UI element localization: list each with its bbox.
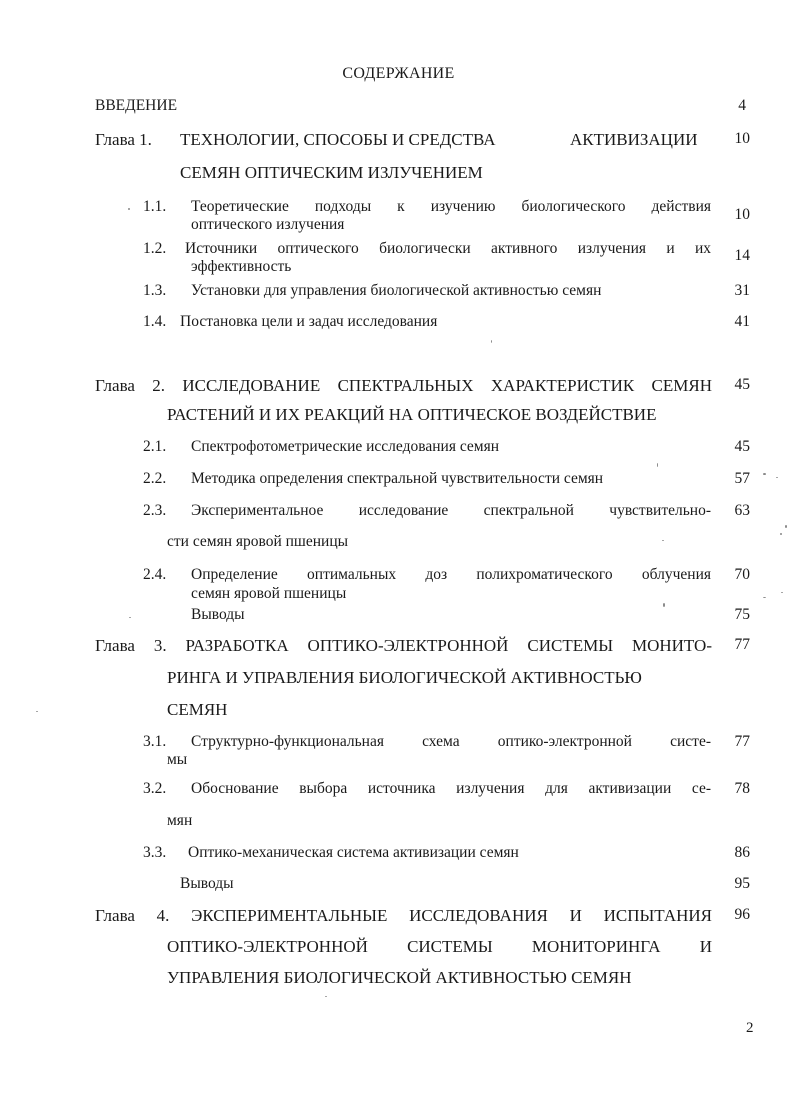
toc-ch1-title-line1: ТЕХНОЛОГИИ, СПОСОБЫ И СРЕДСТВА [180, 130, 496, 149]
scan-speck [781, 592, 783, 593]
toc-section-num: 1.1. [143, 198, 167, 215]
toc-section-page: 57 [734, 470, 750, 487]
toc-section-num: 2.1. [143, 438, 167, 455]
toc-section-title: Теоретические подходы к изучению биологического действия [191, 198, 711, 215]
toc-section-num: 1.3. [143, 282, 167, 299]
scan-speck [325, 996, 327, 997]
toc-conclusions-page: 75 [734, 606, 750, 623]
toc-ch4-page: 96 [734, 906, 750, 923]
toc-section-title-cont: оптического излучения [191, 216, 345, 233]
toc-section-num: 1.2. [143, 240, 167, 257]
scan-speck [763, 473, 766, 475]
toc-intro-page: 4 [738, 97, 746, 114]
toc-section-page: 63 [734, 502, 750, 519]
toc-section-title: Обоснование выбора источника излучения для активизации се- [191, 780, 711, 797]
toc-section-page: 70 [734, 566, 750, 583]
scan-speck [763, 597, 766, 598]
toc-section-page: 45 [734, 438, 750, 455]
toc-section-title: Определение оптимальных доз полихроматического облучения [191, 566, 711, 583]
toc-section-num: 1.4. [143, 313, 167, 330]
toc-section-title-cont: мян [167, 812, 193, 829]
toc-section-title: Источники оптического биологически активного излучения и их [185, 240, 711, 257]
toc-section-title: Методика определения спектральной чувствительности семян [191, 470, 604, 487]
toc-ch1-page: 10 [734, 130, 750, 147]
toc-ch3-title-line1: Глава 3. РАЗРАБОТКА ОПТИКО-ЭЛЕКТРОННОЙ СИСТЕМЫ МОНИТО- [95, 636, 712, 655]
toc-section-page: 86 [734, 844, 750, 861]
toc-ch1-prefix: Глава 1. [95, 130, 152, 149]
toc-section-page: 78 [734, 780, 750, 797]
toc-conclusions-page: 95 [734, 875, 750, 892]
toc-section-title: Спектрофотометрические исследования семян [191, 438, 500, 455]
toc-ch4-title-line2: ОПТИКО-ЭЛЕКТРОННОЙ СИСТЕМЫ МОНИТОРИНГА И [167, 937, 712, 956]
scan-speck [776, 477, 778, 478]
page-number: 2 [746, 1020, 754, 1036]
toc-section-title: Постановка цели и задач исследования [180, 313, 438, 330]
scan-speck [128, 208, 130, 210]
toc-conclusions-label: Выводы [191, 606, 245, 623]
scan-speck [662, 540, 664, 541]
toc-section-title-cont: мы [167, 751, 188, 768]
toc-section-title: Установки для управления биологической активностью семян [191, 282, 602, 299]
toc-section-title-cont: эффективность [191, 258, 292, 275]
toc-ch3-title-line2: РИНГА И УПРАВЛЕНИЯ БИОЛОГИЧЕСКОЙ АКТИВНОСТЬЮ [167, 668, 642, 687]
scan-speck [491, 340, 492, 343]
toc-section-page: 10 [734, 206, 750, 223]
toc-section-num: 3.2. [143, 780, 167, 797]
toc-section-num: 2.2. [143, 470, 167, 487]
toc-ch1-title-line1b: АКТИВИЗАЦИИ [570, 130, 698, 149]
toc-section-num: 3.1. [143, 733, 167, 750]
scan-speck [36, 711, 38, 712]
toc-ch2-title-line1: Глава 2. ИССЛЕДОВАНИЕ СПЕКТРАЛЬНЫХ ХАРАКТЕРИСТИК СЕМЯН [95, 376, 712, 395]
toc-section-num: 2.3. [143, 502, 167, 519]
toc-section-title: Структурно-функциональная схема оптико-электронной систе- [191, 733, 711, 750]
toc-section-num: 2.4. [143, 566, 167, 583]
toc-intro-label: ВВЕДЕНИЕ [95, 97, 178, 114]
scan-speck [780, 533, 782, 535]
toc-ch4-title-line1: Глава 4. ЭКСПЕРИМЕНТАЛЬНЫЕ ИССЛЕДОВАНИЯ И ИСПЫТАНИЯ [95, 906, 712, 925]
toc-section-title-cont: семян яровой пшеницы [191, 585, 347, 602]
toc-ch3-page: 77 [734, 636, 750, 653]
toc-conclusions-label: Выводы [180, 875, 234, 892]
toc-ch2-title-line2: РАСТЕНИЙ И ИХ РЕАКЦИЙ НА ОПТИЧЕСКОЕ ВОЗДЕЙСТВИЕ [167, 405, 657, 424]
toc-ch1-title-line2: СЕМЯН ОПТИЧЕСКИМ ИЗЛУЧЕНИЕМ [180, 163, 483, 182]
scan-speck [129, 617, 131, 618]
toc-section-title: Экспериментальное исследование спектральной чувствительно- [191, 502, 711, 519]
toc-section-page: 41 [734, 313, 750, 330]
toc-section-num: 3.3. [143, 844, 167, 861]
scan-speck [657, 463, 658, 467]
toc-ch2-page: 45 [734, 376, 750, 393]
toc-ch3-title-line3: СЕМЯН [167, 700, 228, 719]
scan-speck [785, 525, 787, 528]
page-title: СОДЕРЖАНИЕ [342, 65, 455, 82]
toc-section-title: Оптико-механическая система активизации семян [188, 844, 519, 861]
toc-ch4-title-line3: УПРАВЛЕНИЯ БИОЛОГИЧЕСКОЙ АКТИВНОСТЬЮ СЕМЯН [167, 968, 632, 987]
toc-section-page: 14 [734, 247, 750, 264]
toc-section-page: 31 [734, 282, 750, 299]
toc-section-title-cont: сти семян яровой пшеницы [167, 533, 349, 550]
scan-speck [663, 603, 665, 607]
toc-section-page: 77 [734, 733, 750, 750]
